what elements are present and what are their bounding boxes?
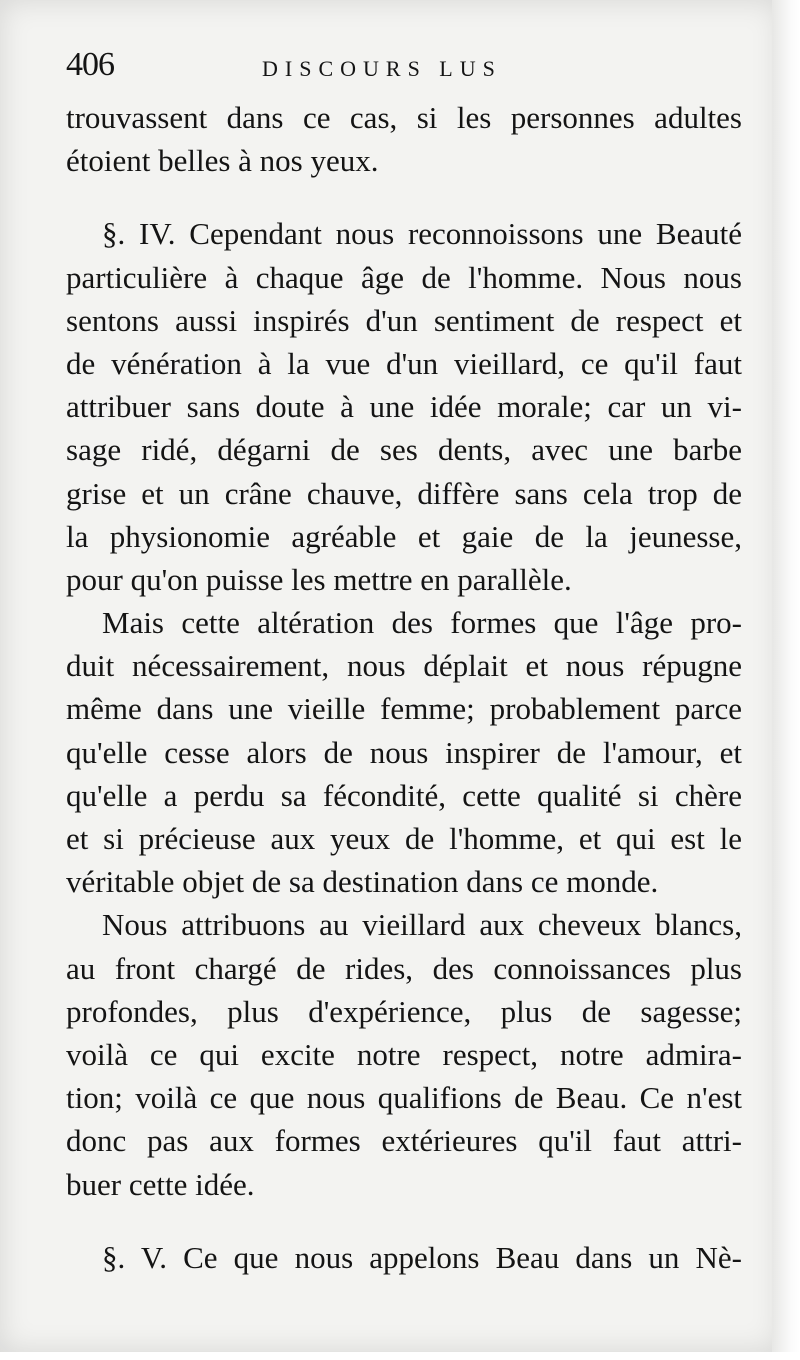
text-line: profondes, plus d'expérience, plus de sagesse;: [66, 993, 742, 1029]
text-line: donc pas aux formes extérieures qu'il faut attri-: [66, 1123, 742, 1159]
text-line: sage ridé, dégarni de ses dents, avec une barbe: [66, 432, 742, 468]
paragraph-gap: [66, 1206, 742, 1236]
page-header: [66, 42, 746, 92]
text-line: véritable objet de sa destination dans ce monde.: [66, 864, 659, 900]
text-line: au front chargé de rides, des connoissances plus: [66, 950, 742, 986]
text-line: particulière à chaque âge de l'homme. Nous nous: [66, 259, 742, 295]
text-line: buer cette idée.: [66, 1166, 255, 1202]
text-line: grise et un crâne chauve, diffère sans cela trop de: [66, 475, 742, 511]
text-line: et si précieuse aux yeux de l'homme, et qui est le: [66, 821, 742, 856]
text-line: sentons aussi inspirés d'un sentiment de respect et: [66, 302, 742, 338]
text-line: qu'elle a perdu sa fécondité, cette qualité si chère: [66, 777, 742, 813]
text-line: même dans une vieille femme; probablement parce: [66, 691, 742, 727]
text-line: pour qu'on puisse les mettre en parallèle.: [66, 561, 572, 597]
text-line: Nous attribuons au vieillard aux cheveux blancs,: [102, 907, 742, 943]
text-line: tion; voilà ce que nous qualifions de Beau. Ce n'est: [66, 1080, 742, 1116]
text-line: de vénération à la vue d'un vieillard, ce qu'il faut: [66, 345, 742, 381]
text-line: §. V. Ce que nous appelons Beau dans un Nè-: [102, 1239, 742, 1275]
text-line: duit nécessairement, nous déplait et nous répugne: [66, 648, 742, 684]
body-text: [66, 96, 742, 1279]
running-head: DISCOURS LUS: [262, 56, 502, 81]
text-line: la physionomie agréable et gaie de la jeunesse,: [66, 518, 742, 554]
text-line: étoient belles à nos yeux.: [66, 143, 379, 179]
text-line: attribuer sans doute à une idée morale; car un vi-: [66, 389, 742, 425]
page-edge: [772, 0, 800, 1352]
text-line: qu'elle cesse alors de nous inspirer de l'amour, et: [66, 734, 742, 770]
text-line: voilà ce qui excite notre respect, notre admira-: [66, 1036, 742, 1072]
text-line: trouvassent dans ce cas, si les personnes adultes: [66, 100, 742, 135]
page-number: 406: [66, 46, 114, 83]
text-line: Mais cette altération des formes que l'âge pro-: [102, 605, 742, 641]
paragraph-gap: [66, 182, 742, 212]
text-line: §. IV. Cependant nous reconnoissons une Beauté: [102, 216, 742, 252]
